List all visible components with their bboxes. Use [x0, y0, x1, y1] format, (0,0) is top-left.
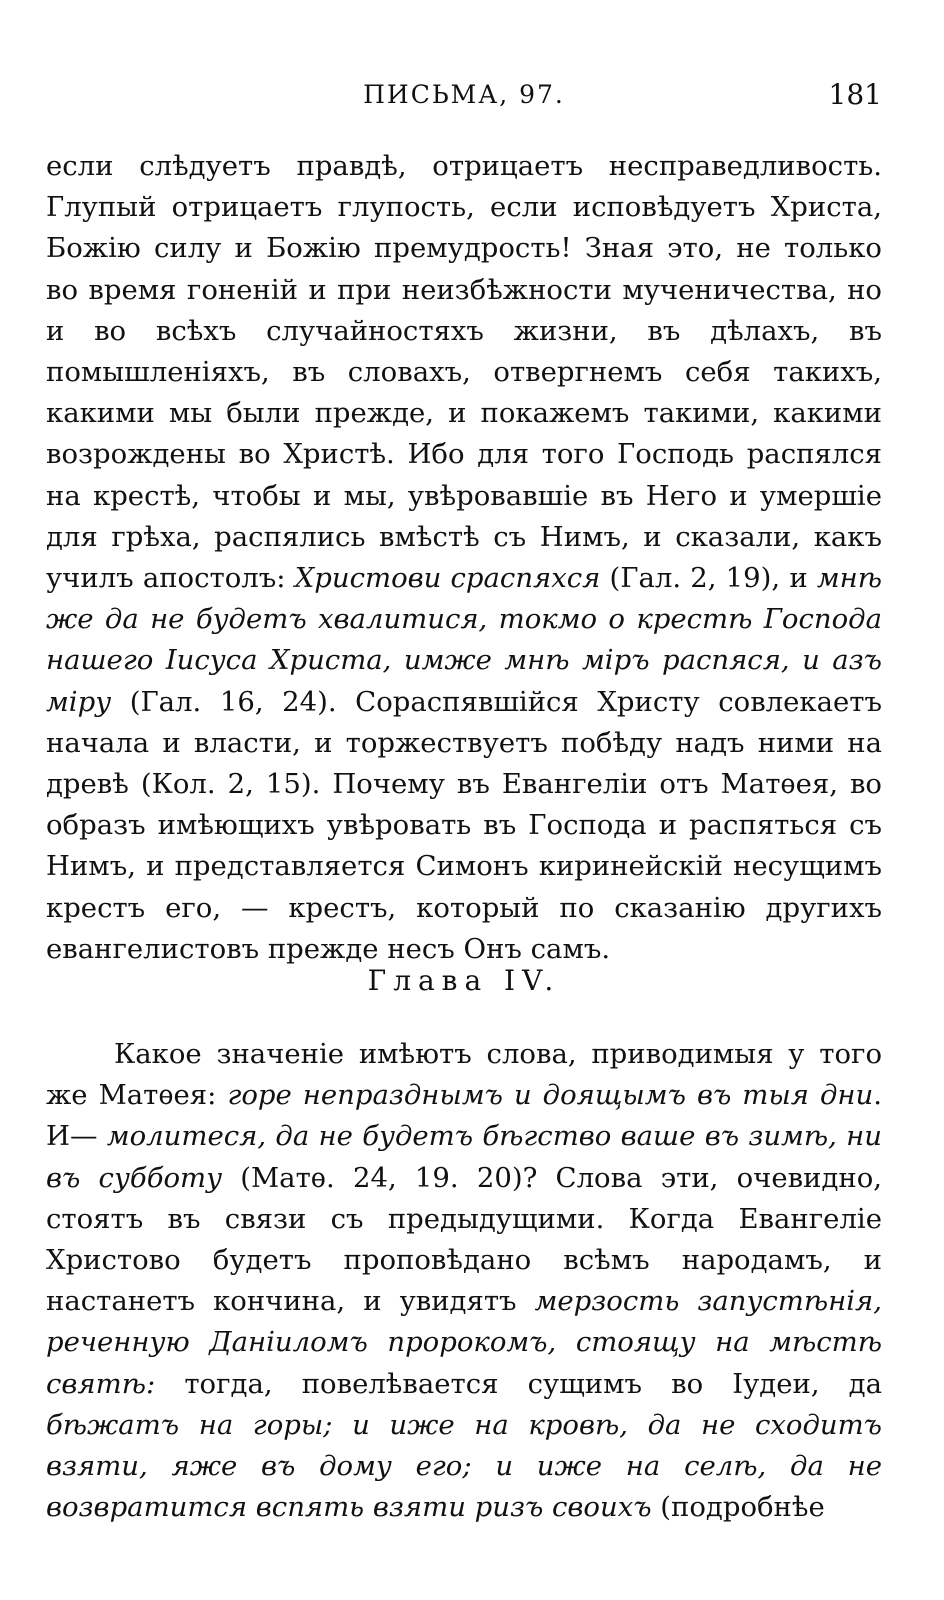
chapter-body — [46, 1034, 882, 1528]
scripture-quote: бѣжатъ на горы; и иже на кровѣ, да не сходитъ взяти, яже въ дому его; и иже на селѣ, да не возвратится вспять взяти ризъ своихъ — [46, 1408, 882, 1524]
text-run: (Матѳ. 24, 19. 20)? Слова эти, очевидно, стоятъ въ связи съ предыдущими. Когда Евангеліе Христово будетъ проповѣдано всѣмъ народамъ, и настанетъ кончина, и увидятъ — [46, 1161, 883, 1318]
scripture-quote: молитеся, да не будетъ бѣгство ваше въ зимѣ, ни въ субботу — [46, 1120, 882, 1194]
passage-continued — [46, 146, 882, 970]
running-title: ПИСЬМА, 97. — [363, 80, 565, 109]
scripture-quote: горе непразднымъ и доящымъ въ тыя дни — [227, 1079, 874, 1112]
text-run: (подробнѣе — [651, 1491, 825, 1524]
text-run: если слѣдуетъ правдѣ, отрицаетъ несправедливость. Глупый отрицаетъ глупость, если исповѣдуетъ Христа, Божію силу и Божію премудрость! Зная это, не только во время гоненій и при неизбѣжности мученичества, но и во всѣхъ случайностяхъ жизни, въ дѣлахъ, въ помышленіяхъ, въ словахъ, отвергнемъ себя такихъ, какими мы были прежде, и покажемъ такими, какими возрождены во Христѣ. Ибо для того Господь распялся на крестѣ, чтобы и мы, увѣровавшіе въ Него и умершіе для грѣха, распялись вмѣстѣ съ Нимъ, и сказали, какъ училъ апостолъ: — [46, 150, 882, 595]
text-run: (Гал. 2, 19), и — [600, 562, 817, 595]
text-run: . И— — [46, 1079, 882, 1153]
chapter-heading: Глава IV. — [367, 964, 561, 997]
paragraph — [46, 146, 882, 970]
page-number: 181 — [828, 78, 882, 111]
scripture-quote: мерзость запустѣнія, реченную Даніиломъ пророкомъ, стоящу на мѣстѣ святѣ: — [46, 1285, 882, 1400]
paragraph — [46, 1034, 882, 1528]
scripture-quote: мнѣ же да не будетъ хвалитися, токмо о крестѣ Господа нашего Іисуса Христа, имже мнѣ міръ распяся, и азъ міру — [46, 562, 883, 718]
text-run: тогда, повелѣвается сущимъ во Іудеи, да — [155, 1367, 882, 1400]
running-header — [46, 74, 882, 118]
scripture-quote: Христови сраспяхся — [294, 562, 601, 595]
text-run: Какое значеніе имѣютъ слова, приводимыя у того же Матѳея: — [46, 1038, 882, 1112]
text-run: (Гал. 16, 24). Сораспявшійся Христу совлекаетъ начала и власти, и торжествуетъ побѣду надъ ними на древѣ (Кол. 2, 15). Почему въ Евангеліи отъ Матѳея, во образъ имѣющихъ увѣровать въ Господа и распяться съ Нимъ, и представляется Симонъ киринейскій несущимъ крестъ его, — крестъ, который по сказанію другихъ евангелистовъ прежде несъ Онъ самъ. — [46, 685, 882, 965]
